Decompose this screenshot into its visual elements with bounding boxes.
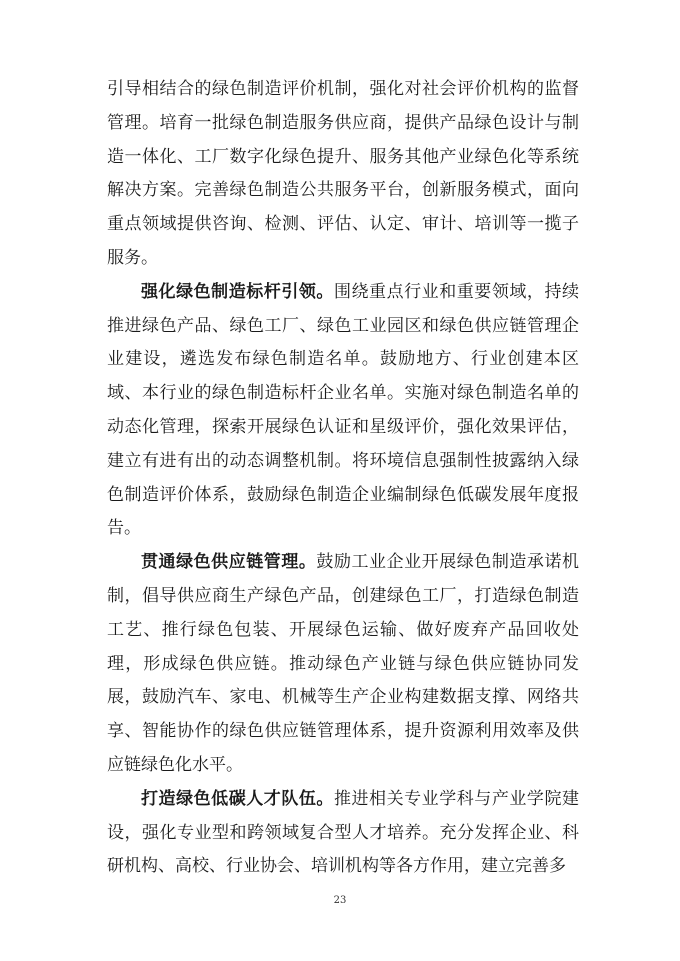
paragraph-body: 鼓励工业企业开展绿色制造承诺机制，倡导供应商生产绿色产品，创建绿色工厂，打造绿色制造工艺、推行绿色包装、开展绿色运输、做好废弃产品回收处理，形成绿色供应链。推动绿色产业链与绿色供应链协同发展，鼓励汽车、家电、机械等生产企业构建数据支撑、网络共享、智能协作的绿色供应链管理体系，提升资源利用效率及供应链绿色化水平。 bbox=[107, 552, 580, 775]
body-text bbox=[107, 73, 579, 884]
paragraph-supply-chain bbox=[107, 546, 579, 783]
page-number: 23 bbox=[333, 895, 347, 906]
paragraph-heading: 贯通绿色供应链管理。 bbox=[141, 552, 317, 573]
paragraph-body: 引导相结合的绿色制造评价机制，强化对社会评价机构的监督管理。培育一批绿色制造服务供应商，提供产品绿色设计与制造一体化、工厂数字化绿色提升、服务其他产业绿色化等系统解决方案。完善绿色制造公共服务平台，创新服务模式，面向重点领域提供咨询、检测、评估、认定、审计、培训等一揽子服务。 bbox=[107, 79, 579, 268]
paragraph-continuation bbox=[107, 73, 579, 276]
paragraph-body: 围绕重点行业和重要领域，持续推进绿色产品、绿色工厂、绿色工业园区和绿色供应链管理企业建设，遴选发布绿色制造名单。鼓励地方、行业创建本区域、本行业的绿色制造标杆企业名单。实施对绿色制造名单的动态化管理，探索开展绿色认证和星级评价，强化效果评估，建立有进有出的动态调整机制。将环境信息强制性披露纳入绿色制造评价体系，鼓励绿色制造企业编制绿色低碳发展年度报告。 bbox=[107, 281, 580, 539]
paragraph-body: 推进相关专业学科与产业学院建设，强化专业型和跨领域复合型人才培养。充分发挥企业、科研机构、高校、行业协会、培训机构等各方作用，建立完善多 bbox=[107, 788, 580, 877]
paragraph-benchmark-leadership bbox=[107, 276, 579, 546]
paragraph-heading: 强化绿色制造标杆引领。 bbox=[141, 281, 334, 302]
paragraph-talent-team bbox=[107, 783, 579, 884]
paragraph-heading: 打造绿色低碳人才队伍。 bbox=[141, 788, 334, 809]
